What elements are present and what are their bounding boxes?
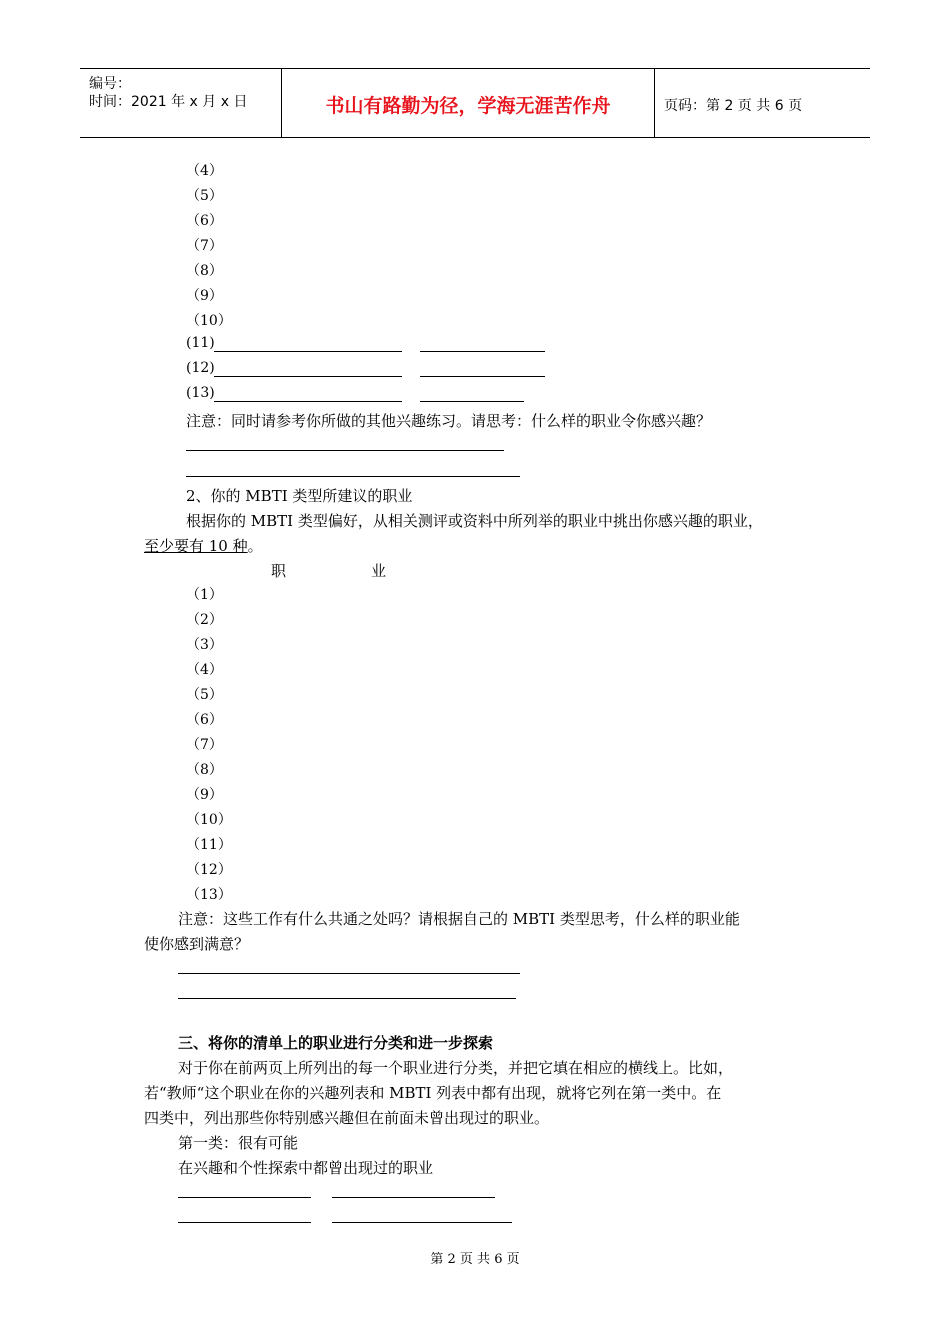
time-label: 时间：2021 年 x 月 x 日: [89, 94, 248, 110]
motto: 书山有路勤为径，学海无涯苦作舟: [325, 95, 611, 117]
answer-line[interactable]: [420, 401, 524, 402]
list-item: (12): [186, 360, 215, 376]
list-item: （8）: [186, 263, 223, 279]
underlined-requirement: 至少要有 10 种: [144, 537, 248, 555]
list-item: （1）: [186, 587, 223, 603]
answer-line[interactable]: [178, 1197, 311, 1198]
section3-paragraph-line2: 若“教师“这个职业在你的兴趣列表和 MBTI 列表中都有出现，就将它列在第一类中。在: [144, 1084, 722, 1102]
answer-line[interactable]: [214, 351, 402, 352]
category1-title: 第一类：很有可能: [178, 1134, 299, 1152]
header-right-cell: [655, 69, 870, 137]
list-item: （10）: [186, 313, 232, 329]
list-item: (11): [186, 335, 215, 351]
section3-paragraph-line3: 四类中，列出那些你特别感兴趣但在前面未曾出现过的职业。: [144, 1109, 550, 1127]
list-item: （8）: [186, 762, 223, 778]
list-item: （5）: [186, 188, 223, 204]
list-item: （4）: [186, 662, 223, 678]
answer-line[interactable]: [214, 401, 402, 402]
page-footer: 第 2 页 共 6 页: [430, 1252, 520, 1267]
list-item: （10）: [186, 812, 232, 828]
list-item: (13): [186, 385, 215, 401]
section2-paragraph-line1: 根据你的 MBTI 类型偏好，从相关测评或资料中所列举的职业中挑出你感兴趣的职业，: [186, 512, 763, 530]
note-interest: 注意：同时请参考你所做的其他兴趣练习。请思考：什么样的职业令你感兴趣？: [186, 412, 712, 430]
list-item: （9）: [186, 288, 223, 304]
answer-line[interactable]: [332, 1222, 512, 1223]
note-mbti-line2: 使你感到满意？: [144, 935, 250, 953]
list-item: （3）: [186, 637, 223, 653]
note-mbti-line1: 注意：这些工作有什么共通之处吗？请根据自己的 MBTI 类型思考，什么样的职业能: [178, 910, 740, 928]
answer-line[interactable]: [420, 376, 545, 377]
answer-line[interactable]: [186, 476, 520, 477]
section3-title: 三、将你的清单上的职业进行分类和进一步探索: [178, 1034, 494, 1052]
section2-title: 2、你的 MBTI 类型所建议的职业: [186, 487, 413, 505]
list-item: （6）: [186, 213, 223, 229]
answer-line[interactable]: [332, 1197, 495, 1198]
answer-line[interactable]: [178, 998, 516, 999]
answer-line[interactable]: [178, 973, 520, 974]
list-item: （9）: [186, 787, 223, 803]
list-item: （5）: [186, 687, 223, 703]
answer-line[interactable]: [420, 351, 545, 352]
page-header: [80, 68, 870, 138]
section2-paragraph-line2: 至少要有 10 种。: [144, 537, 263, 555]
answer-line[interactable]: [186, 450, 504, 451]
number-label: 编号：: [89, 76, 131, 92]
page-label: 页码：第 2 页 共 6 页: [664, 98, 803, 114]
list-item: （11）: [186, 837, 232, 853]
list-item: （7）: [186, 737, 223, 753]
column-header-a: 职: [271, 562, 287, 580]
column-header-b: 业: [371, 562, 387, 580]
section3-paragraph-line1: 对于你在前两页上所列出的每一个职业进行分类，并把它填在相应的横线上。比如，: [178, 1059, 734, 1077]
list-item: （2）: [186, 612, 223, 628]
answer-line[interactable]: [214, 376, 402, 377]
category1-description: 在兴趣和个性探索中都曾出现过的职业: [178, 1159, 434, 1177]
list-item: （12）: [186, 862, 232, 878]
header-motto-cell: [282, 69, 655, 137]
answer-line[interactable]: [178, 1222, 311, 1223]
list-item: （13）: [186, 887, 232, 903]
list-item: （6）: [186, 712, 223, 728]
list-item: （7）: [186, 238, 223, 254]
header-left-cell: [80, 69, 282, 137]
list-item: （4）: [186, 163, 223, 179]
